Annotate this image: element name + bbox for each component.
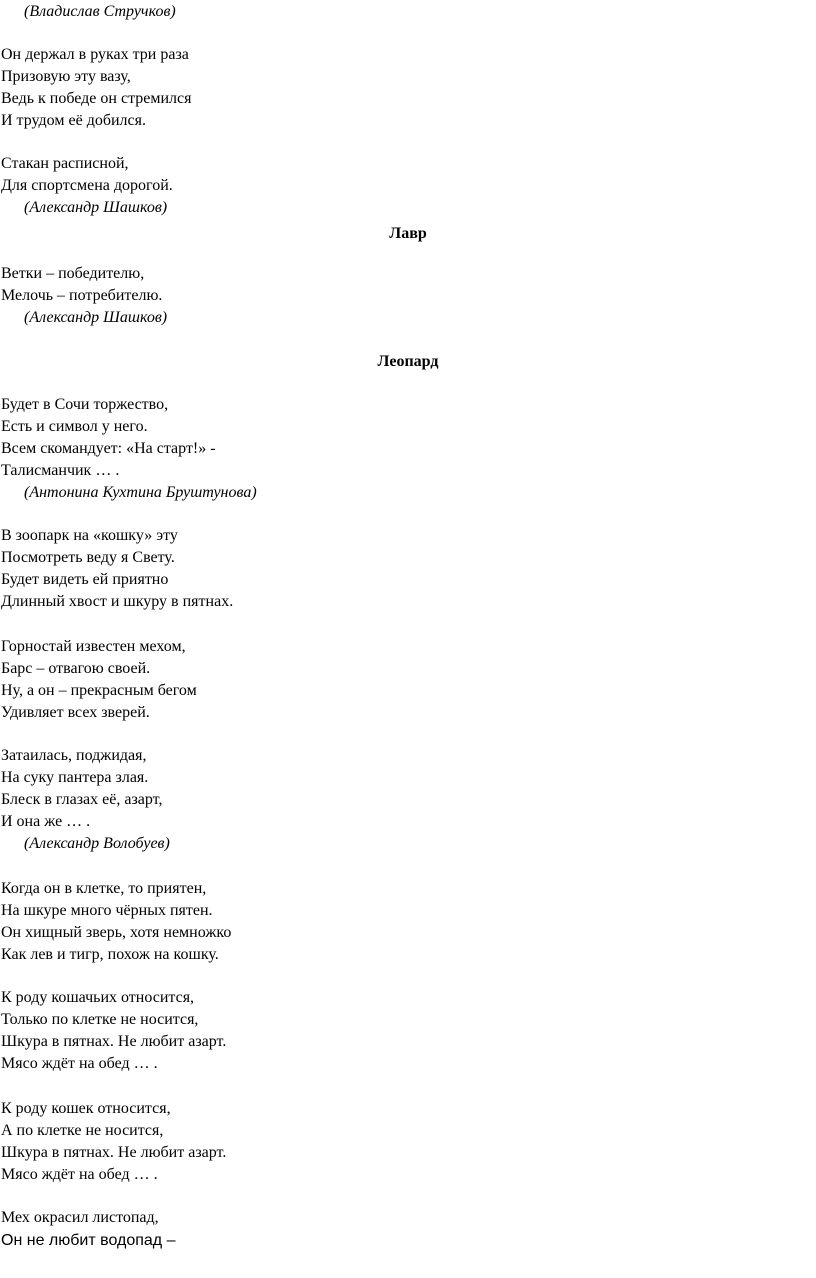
- poem-line: Стакан расписной,: [1, 155, 129, 172]
- poem-line: Затаилась, поджидая,: [1, 747, 147, 764]
- poem-line: Мелочь – потребителю.: [1, 287, 163, 304]
- poem-line: А по клетке не носится,: [1, 1122, 164, 1139]
- poem-line: Блеск в глазах её, азарт,: [1, 791, 163, 808]
- poem-line: Как лев и тигр, похож на кошку.: [1, 946, 219, 963]
- poem-line: Призовую эту вазу,: [1, 68, 131, 85]
- poem-line: Талисманчик … .: [1, 462, 120, 479]
- poem-line: К роду кошачьих относится,: [1, 989, 195, 1006]
- poem-line: Для спортсмена дорогой.: [1, 177, 173, 194]
- author-line: (Александр Волобуев): [24, 835, 170, 852]
- poem-line: Только по клетке не носится,: [1, 1011, 199, 1028]
- poem-line: Удивляет всех зверей.: [1, 704, 150, 721]
- section-heading: Леопард: [377, 353, 439, 370]
- poem-line: Посмотреть веду я Свету.: [1, 549, 175, 566]
- poem-line: Ветки – победителю,: [1, 265, 145, 282]
- poem-line: Будет видеть ей приятно: [1, 571, 169, 588]
- poem-line: На шкуре много чёрных пятен.: [1, 902, 213, 919]
- poem-line: Мясо ждёт на обед … .: [1, 1055, 158, 1072]
- section-heading: Лавр: [389, 225, 427, 242]
- poem-line: Будет в Сочи торжество,: [1, 396, 169, 413]
- poem-line: Горностай известен мехом,: [1, 638, 186, 655]
- poem-line: Он не любит водопад –: [1, 1232, 176, 1249]
- poem-line: Шкура в пятнах. Не любит азарт.: [1, 1144, 227, 1161]
- poem-line: Ведь к победе он стремился: [1, 90, 192, 107]
- author-line: (Александр Шашков): [24, 199, 168, 216]
- poem-line: И трудом её добился.: [1, 112, 146, 129]
- poem-line: Когда он в клетке, то приятен,: [1, 880, 207, 897]
- poem-line: Длинный хвост и шкуру в пятнах.: [1, 593, 234, 610]
- poem-line: Мясо ждёт на обед … .: [1, 1166, 158, 1183]
- poem-line: К роду кошек относится,: [1, 1100, 171, 1117]
- poem-line: На суку пантера злая.: [1, 769, 149, 786]
- author-line: (Владислав Стручков): [24, 3, 176, 20]
- poem-line: Ну, а он – прекрасным бегом: [1, 682, 197, 699]
- poem-line: Шкура в пятнах. Не любит азарт.: [1, 1033, 227, 1050]
- poem-line: Барс – отвагою своей.: [1, 660, 151, 677]
- author-line: (Антонина Кухтина Бруштунова): [24, 484, 257, 501]
- author-line: (Александр Шашков): [24, 309, 168, 326]
- poem-line: Он держал в руках три раза: [1, 46, 189, 63]
- poem-line: Есть и символ у него.: [1, 418, 148, 435]
- poem-line: В зоопарк на «кошку» эту: [1, 527, 178, 544]
- poem-line: И она же … .: [1, 813, 91, 830]
- poem-line: Он хищный зверь, хотя немножко: [1, 924, 232, 941]
- poem-line: Всем скомандует: «На старт!» -: [1, 440, 216, 457]
- poem-line: Мех окрасил листопад,: [1, 1209, 159, 1226]
